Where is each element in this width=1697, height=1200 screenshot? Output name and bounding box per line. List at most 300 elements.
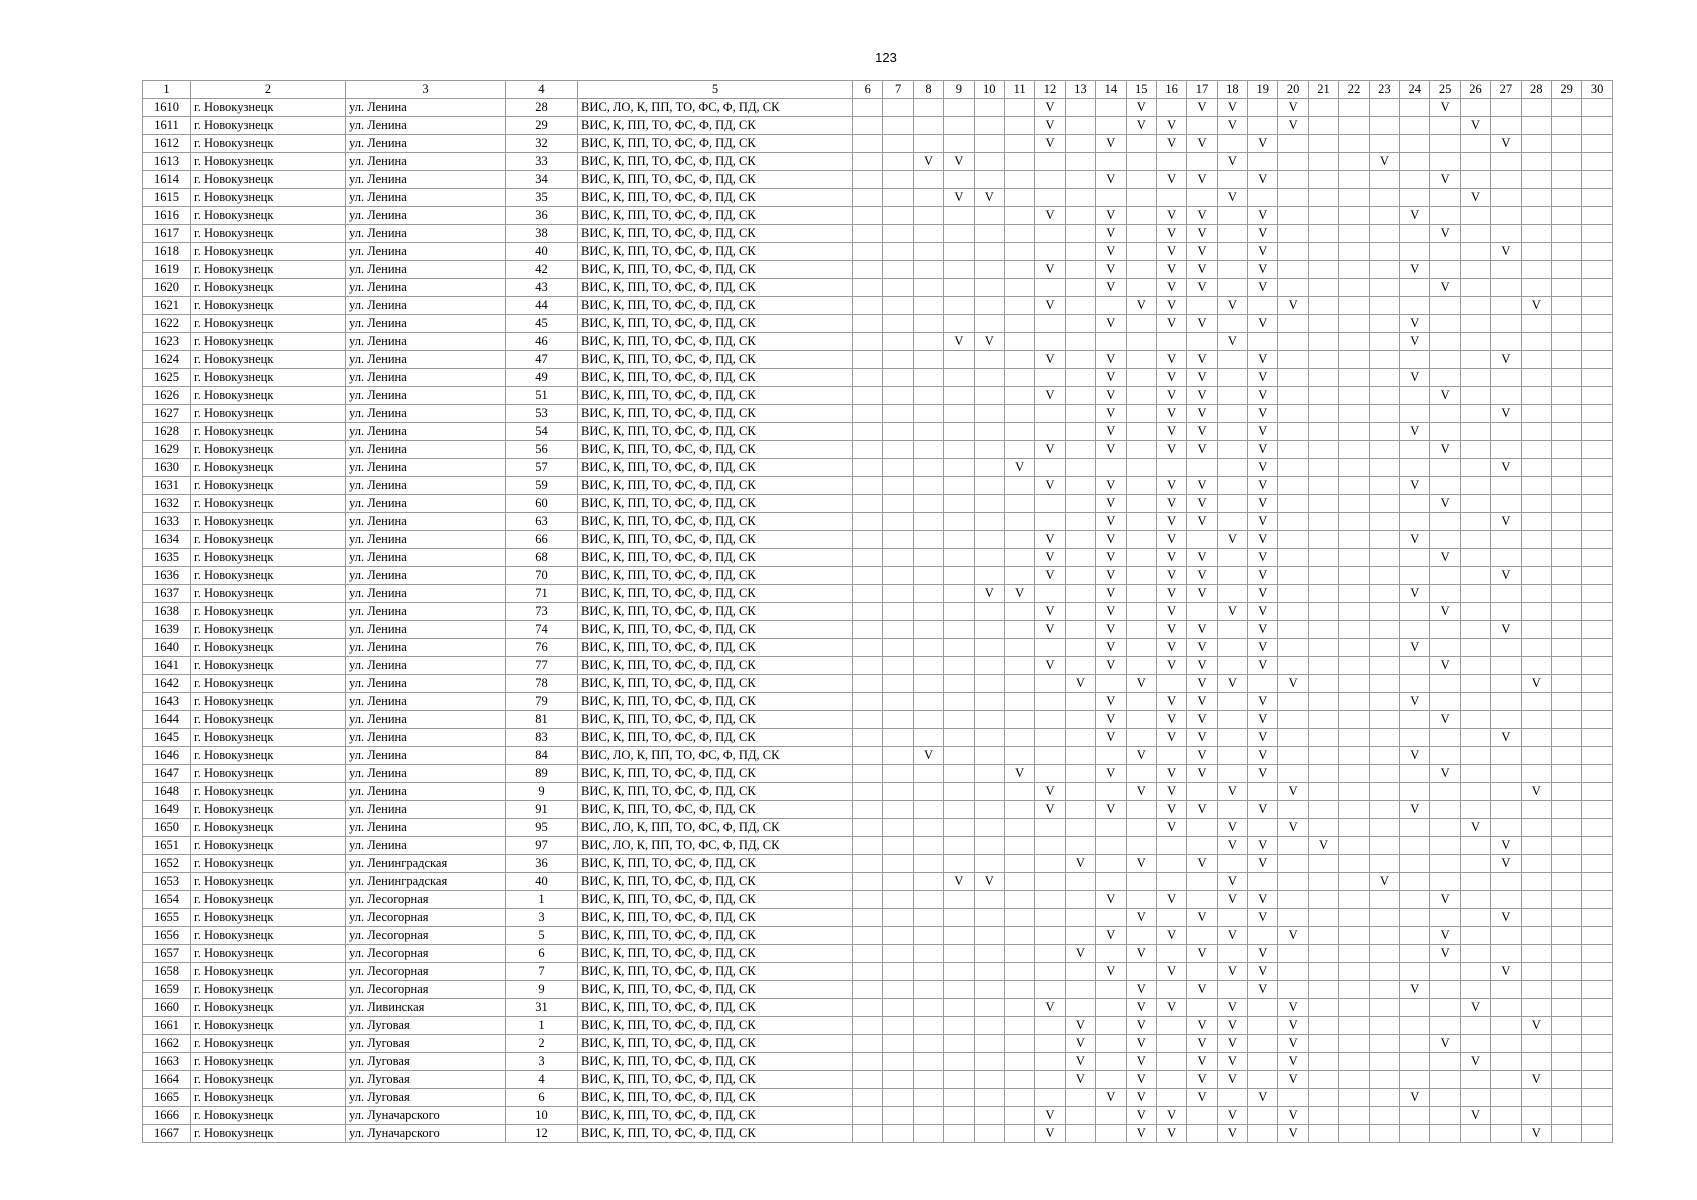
table-row (143, 999, 1613, 1017)
empty-cell-col-7 (883, 855, 913, 873)
empty-cell-col-23 (1369, 927, 1399, 945)
empty-cell-col-7 (883, 1089, 913, 1107)
empty-cell-col-24 (1400, 243, 1430, 261)
house-number-cell: 47 (506, 351, 578, 369)
empty-cell-col-20 (1278, 261, 1308, 279)
empty-cell-col-28 (1521, 567, 1551, 585)
check-mark-col-19: V (1248, 945, 1278, 963)
empty-cell-col-19 (1248, 117, 1278, 135)
empty-cell-col-7 (883, 657, 913, 675)
empty-cell-col-29 (1551, 675, 1581, 693)
empty-cell-col-25 (1430, 1107, 1460, 1125)
empty-cell-col-17 (1187, 189, 1217, 207)
empty-cell-col-7 (883, 189, 913, 207)
empty-cell-col-22 (1339, 765, 1369, 783)
empty-cell-col-23 (1369, 459, 1399, 477)
row-number: 1647 (143, 765, 191, 783)
check-mark-col-14: V (1096, 891, 1126, 909)
codes-cell: ВИС, К, ПП, ТО, ФС, Ф, ПД, СК (578, 873, 853, 891)
table-row (143, 513, 1613, 531)
check-mark-col-17: V (1187, 351, 1217, 369)
check-mark-col-27: V (1491, 243, 1521, 261)
empty-cell-col-17 (1187, 873, 1217, 891)
codes-cell: ВИС, К, ПП, ТО, ФС, Ф, ПД, СК (578, 1071, 853, 1089)
empty-cell-col-28 (1521, 873, 1551, 891)
street-cell: ул. Ленина (346, 351, 506, 369)
table-row (143, 567, 1613, 585)
empty-cell-col-9 (944, 441, 974, 459)
check-mark-col-27: V (1491, 855, 1521, 873)
empty-cell-col-14 (1096, 459, 1126, 477)
empty-cell-col-13 (1065, 783, 1095, 801)
empty-cell-col-11 (1004, 1125, 1034, 1143)
empty-cell-col-8 (913, 1089, 943, 1107)
empty-cell-col-30 (1582, 171, 1612, 189)
check-mark-col-17: V (1187, 477, 1217, 495)
house-number-cell: 32 (506, 135, 578, 153)
check-mark-col-16: V (1156, 243, 1186, 261)
empty-cell-col-27 (1491, 711, 1521, 729)
empty-cell-col-8 (913, 243, 943, 261)
city-cell: г. Новокузнецк (191, 711, 346, 729)
empty-cell-col-11 (1004, 1053, 1034, 1071)
empty-cell-col-8 (913, 855, 943, 873)
empty-cell-col-21 (1308, 927, 1338, 945)
empty-cell-col-14 (1096, 1071, 1126, 1089)
empty-cell-col-24 (1400, 819, 1430, 837)
table-row (143, 819, 1613, 837)
empty-cell-col-29 (1551, 369, 1581, 387)
empty-cell-col-9 (944, 603, 974, 621)
check-mark-col-18: V (1217, 873, 1247, 891)
check-mark-col-14: V (1096, 963, 1126, 981)
codes-cell: ВИС, К, ПП, ТО, ФС, Ф, ПД, СК (578, 549, 853, 567)
check-mark-col-19: V (1248, 225, 1278, 243)
empty-cell-col-26 (1460, 423, 1490, 441)
empty-cell-col-18 (1217, 621, 1247, 639)
empty-cell-col-17 (1187, 999, 1217, 1017)
empty-cell-col-21 (1308, 369, 1338, 387)
empty-cell-col-9 (944, 693, 974, 711)
empty-cell-col-27 (1491, 1071, 1521, 1089)
empty-cell-col-15 (1126, 963, 1156, 981)
codes-cell: ВИС, К, ПП, ТО, ФС, Ф, ПД, СК (578, 207, 853, 225)
empty-cell-col-26 (1460, 261, 1490, 279)
empty-cell-col-22 (1339, 1017, 1369, 1035)
empty-cell-col-29 (1551, 117, 1581, 135)
empty-cell-col-20 (1278, 981, 1308, 999)
check-mark-col-19: V (1248, 1089, 1278, 1107)
empty-cell-col-14 (1096, 837, 1126, 855)
check-mark-col-18: V (1217, 891, 1247, 909)
house-number-cell: 91 (506, 801, 578, 819)
check-mark-col-18: V (1217, 1125, 1247, 1143)
empty-cell-col-8 (913, 693, 943, 711)
check-mark-col-24: V (1400, 477, 1430, 495)
empty-cell-col-30 (1582, 603, 1612, 621)
empty-cell-col-27 (1491, 891, 1521, 909)
empty-cell-col-30 (1582, 855, 1612, 873)
codes-cell: ВИС, К, ПП, ТО, ФС, Ф, ПД, СК (578, 495, 853, 513)
check-mark-col-14: V (1096, 315, 1126, 333)
city-cell: г. Новокузнецк (191, 819, 346, 837)
check-mark-col-15: V (1126, 117, 1156, 135)
table-row (143, 243, 1613, 261)
check-mark-col-25: V (1430, 171, 1460, 189)
empty-cell-col-10 (974, 117, 1004, 135)
codes-cell: ВИС, К, ПП, ТО, ФС, Ф, ПД, СК (578, 243, 853, 261)
empty-cell-col-23 (1369, 297, 1399, 315)
empty-cell-col-22 (1339, 585, 1369, 603)
empty-cell-col-6 (853, 531, 883, 549)
check-mark-col-19: V (1248, 549, 1278, 567)
empty-cell-col-8 (913, 99, 943, 117)
row-number: 1654 (143, 891, 191, 909)
empty-cell-col-26 (1460, 747, 1490, 765)
empty-cell-col-16 (1156, 189, 1186, 207)
empty-cell-col-27 (1491, 315, 1521, 333)
empty-cell-col-6 (853, 765, 883, 783)
empty-cell-col-29 (1551, 333, 1581, 351)
empty-cell-col-24 (1400, 909, 1430, 927)
street-cell: ул. Ленина (346, 639, 506, 657)
empty-cell-col-22 (1339, 135, 1369, 153)
empty-cell-col-23 (1369, 639, 1399, 657)
empty-cell-col-9 (944, 387, 974, 405)
street-cell: ул. Ленина (346, 117, 506, 135)
row-number: 1665 (143, 1089, 191, 1107)
street-cell: ул. Лесогорная (346, 927, 506, 945)
check-mark-col-18: V (1217, 927, 1247, 945)
codes-cell: ВИС, К, ПП, ТО, ФС, Ф, ПД, СК (578, 1053, 853, 1071)
empty-cell-col-11 (1004, 207, 1034, 225)
empty-cell-col-26 (1460, 99, 1490, 117)
empty-cell-col-26 (1460, 153, 1490, 171)
check-mark-col-10: V (974, 585, 1004, 603)
column-header-20: 20 (1278, 81, 1308, 99)
city-cell: г. Новокузнецк (191, 801, 346, 819)
city-cell: г. Новокузнецк (191, 459, 346, 477)
check-mark-col-12: V (1035, 99, 1065, 117)
empty-cell-col-14 (1096, 945, 1126, 963)
empty-cell-col-21 (1308, 657, 1338, 675)
empty-cell-col-26 (1460, 315, 1490, 333)
codes-cell: ВИС, К, ПП, ТО, ФС, Ф, ПД, СК (578, 675, 853, 693)
empty-cell-col-15 (1126, 495, 1156, 513)
empty-cell-col-13 (1065, 225, 1095, 243)
empty-cell-col-19 (1248, 927, 1278, 945)
check-mark-col-27: V (1491, 621, 1521, 639)
check-mark-col-16: V (1156, 279, 1186, 297)
empty-cell-col-24 (1400, 405, 1430, 423)
empty-cell-col-18 (1217, 1089, 1247, 1107)
empty-cell-col-26 (1460, 1071, 1490, 1089)
row-number: 1633 (143, 513, 191, 531)
empty-cell-col-27 (1491, 819, 1521, 837)
house-number-cell: 4 (506, 1071, 578, 1089)
empty-cell-col-13 (1065, 99, 1095, 117)
check-mark-col-19: V (1248, 585, 1278, 603)
codes-cell: ВИС, К, ПП, ТО, ФС, Ф, ПД, СК (578, 297, 853, 315)
empty-cell-col-9 (944, 945, 974, 963)
row-number: 1631 (143, 477, 191, 495)
empty-cell-col-28 (1521, 261, 1551, 279)
empty-cell-col-9 (944, 531, 974, 549)
check-mark-col-18: V (1217, 189, 1247, 207)
check-mark-col-17: V (1187, 765, 1217, 783)
empty-cell-col-6 (853, 657, 883, 675)
check-mark-col-14: V (1096, 279, 1126, 297)
empty-cell-col-23 (1369, 729, 1399, 747)
check-mark-col-17: V (1187, 513, 1217, 531)
empty-cell-col-9 (944, 495, 974, 513)
empty-cell-col-28 (1521, 585, 1551, 603)
row-number: 1650 (143, 819, 191, 837)
empty-cell-col-20 (1278, 153, 1308, 171)
city-cell: г. Новокузнецк (191, 783, 346, 801)
empty-cell-col-25 (1430, 207, 1460, 225)
empty-cell-col-24 (1400, 783, 1430, 801)
empty-cell-col-14 (1096, 1125, 1126, 1143)
empty-cell-col-18 (1217, 315, 1247, 333)
empty-cell-col-24 (1400, 657, 1430, 675)
empty-cell-col-24 (1400, 171, 1430, 189)
empty-cell-col-9 (944, 423, 974, 441)
city-cell: г. Новокузнецк (191, 315, 346, 333)
empty-cell-col-13 (1065, 513, 1095, 531)
empty-cell-col-7 (883, 369, 913, 387)
empty-cell-col-26 (1460, 693, 1490, 711)
empty-cell-col-10 (974, 837, 1004, 855)
check-mark-col-17: V (1187, 585, 1217, 603)
city-cell: г. Новокузнецк (191, 405, 346, 423)
street-cell: ул. Луначарского (346, 1125, 506, 1143)
empty-cell-col-11 (1004, 819, 1034, 837)
table-row (143, 855, 1613, 873)
check-mark-col-19: V (1248, 495, 1278, 513)
empty-cell-col-10 (974, 621, 1004, 639)
codes-cell: ВИС, К, ПП, ТО, ФС, Ф, ПД, СК (578, 459, 853, 477)
empty-cell-col-7 (883, 837, 913, 855)
empty-cell-col-21 (1308, 117, 1338, 135)
check-mark-col-28: V (1521, 1071, 1551, 1089)
check-mark-col-17: V (1187, 675, 1217, 693)
empty-cell-col-26 (1460, 387, 1490, 405)
empty-cell-col-8 (913, 423, 943, 441)
check-mark-col-19: V (1248, 207, 1278, 225)
empty-cell-col-8 (913, 1071, 943, 1089)
empty-cell-col-26 (1460, 531, 1490, 549)
empty-cell-col-19 (1248, 1071, 1278, 1089)
empty-cell-col-19 (1248, 819, 1278, 837)
check-mark-col-20: V (1278, 675, 1308, 693)
check-mark-col-17: V (1187, 1089, 1217, 1107)
empty-cell-col-29 (1551, 819, 1581, 837)
empty-cell-col-21 (1308, 729, 1338, 747)
row-number: 1626 (143, 387, 191, 405)
check-mark-col-20: V (1278, 783, 1308, 801)
empty-cell-col-11 (1004, 405, 1034, 423)
empty-cell-col-27 (1491, 783, 1521, 801)
codes-cell: ВИС, К, ПП, ТО, ФС, Ф, ПД, СК (578, 621, 853, 639)
empty-cell-col-23 (1369, 621, 1399, 639)
empty-cell-col-15 (1126, 585, 1156, 603)
empty-cell-col-24 (1400, 387, 1430, 405)
empty-cell-col-22 (1339, 549, 1369, 567)
empty-cell-col-29 (1551, 1107, 1581, 1125)
empty-cell-col-24 (1400, 99, 1430, 117)
empty-cell-col-22 (1339, 783, 1369, 801)
empty-cell-col-16 (1156, 837, 1186, 855)
empty-cell-col-23 (1369, 1125, 1399, 1143)
check-mark-col-17: V (1187, 315, 1217, 333)
empty-cell-col-20 (1278, 387, 1308, 405)
empty-cell-col-19 (1248, 1107, 1278, 1125)
check-mark-col-24: V (1400, 423, 1430, 441)
empty-cell-col-25 (1430, 369, 1460, 387)
empty-cell-col-21 (1308, 207, 1338, 225)
empty-cell-col-22 (1339, 729, 1369, 747)
empty-cell-col-21 (1308, 153, 1338, 171)
check-mark-col-26: V (1460, 189, 1490, 207)
empty-cell-col-13 (1065, 495, 1095, 513)
check-mark-col-20: V (1278, 1017, 1308, 1035)
empty-cell-col-28 (1521, 477, 1551, 495)
check-mark-col-12: V (1035, 387, 1065, 405)
empty-cell-col-15 (1126, 657, 1156, 675)
codes-cell: ВИС, К, ПП, ТО, ФС, Ф, ПД, СК (578, 999, 853, 1017)
empty-cell-col-26 (1460, 1125, 1490, 1143)
check-mark-col-23: V (1369, 873, 1399, 891)
empty-cell-col-20 (1278, 891, 1308, 909)
check-mark-col-14: V (1096, 477, 1126, 495)
empty-cell-col-11 (1004, 711, 1034, 729)
empty-cell-col-13 (1065, 171, 1095, 189)
check-mark-col-19: V (1248, 909, 1278, 927)
empty-cell-col-28 (1521, 99, 1551, 117)
empty-cell-col-20 (1278, 621, 1308, 639)
empty-cell-col-20 (1278, 747, 1308, 765)
empty-cell-col-7 (883, 315, 913, 333)
empty-cell-col-14 (1096, 189, 1126, 207)
empty-cell-col-27 (1491, 927, 1521, 945)
empty-cell-col-28 (1521, 153, 1551, 171)
empty-cell-col-15 (1126, 873, 1156, 891)
row-number: 1645 (143, 729, 191, 747)
empty-cell-col-25 (1430, 1071, 1460, 1089)
empty-cell-col-26 (1460, 585, 1490, 603)
check-mark-col-14: V (1096, 261, 1126, 279)
empty-cell-col-24 (1400, 1035, 1430, 1053)
empty-cell-col-7 (883, 495, 913, 513)
empty-cell-col-21 (1308, 873, 1338, 891)
empty-cell-col-14 (1096, 117, 1126, 135)
empty-cell-col-29 (1551, 747, 1581, 765)
check-mark-col-17: V (1187, 243, 1217, 261)
check-mark-col-24: V (1400, 981, 1430, 999)
empty-cell-col-21 (1308, 261, 1338, 279)
empty-cell-col-24 (1400, 351, 1430, 369)
empty-cell-col-10 (974, 819, 1004, 837)
check-mark-col-12: V (1035, 657, 1065, 675)
check-mark-col-25: V (1430, 711, 1460, 729)
empty-cell-col-9 (944, 477, 974, 495)
empty-cell-col-18 (1217, 765, 1247, 783)
empty-cell-col-20 (1278, 729, 1308, 747)
codes-cell: ВИС, К, ПП, ТО, ФС, Ф, ПД, СК (578, 513, 853, 531)
empty-cell-col-7 (883, 927, 913, 945)
empty-cell-col-11 (1004, 549, 1034, 567)
table-row (143, 477, 1613, 495)
check-mark-col-14: V (1096, 441, 1126, 459)
empty-cell-col-29 (1551, 477, 1581, 495)
empty-cell-col-29 (1551, 207, 1581, 225)
street-cell: ул. Ленина (346, 333, 506, 351)
empty-cell-col-10 (974, 963, 1004, 981)
row-number: 1621 (143, 297, 191, 315)
table-row (143, 981, 1613, 999)
check-mark-col-8: V (913, 747, 943, 765)
empty-cell-col-16 (1156, 945, 1186, 963)
column-header-29: 29 (1551, 81, 1581, 99)
codes-cell: ВИС, К, ПП, ТО, ФС, Ф, ПД, СК (578, 711, 853, 729)
empty-cell-col-11 (1004, 99, 1034, 117)
empty-cell-col-13 (1065, 909, 1095, 927)
house-number-cell: 34 (506, 171, 578, 189)
empty-cell-col-8 (913, 909, 943, 927)
empty-cell-col-30 (1582, 369, 1612, 387)
empty-cell-col-16 (1156, 909, 1186, 927)
codes-cell: ВИС, К, ПП, ТО, ФС, Ф, ПД, СК (578, 333, 853, 351)
empty-cell-col-10 (974, 225, 1004, 243)
codes-cell: ВИС, К, ПП, ТО, ФС, Ф, ПД, СК (578, 801, 853, 819)
empty-cell-col-13 (1065, 477, 1095, 495)
city-cell: г. Новокузнецк (191, 441, 346, 459)
city-cell: г. Новокузнецк (191, 909, 346, 927)
house-number-cell: 33 (506, 153, 578, 171)
check-mark-col-17: V (1187, 549, 1217, 567)
check-mark-col-9: V (944, 153, 974, 171)
empty-cell-col-18 (1217, 459, 1247, 477)
empty-cell-col-25 (1430, 315, 1460, 333)
empty-cell-col-26 (1460, 567, 1490, 585)
empty-cell-col-8 (913, 675, 943, 693)
empty-cell-col-12 (1035, 765, 1065, 783)
street-cell: ул. Ленина (346, 459, 506, 477)
check-mark-col-16: V (1156, 225, 1186, 243)
empty-cell-col-13 (1065, 441, 1095, 459)
empty-cell-col-9 (944, 135, 974, 153)
column-header-6: 6 (853, 81, 883, 99)
empty-cell-col-25 (1430, 963, 1460, 981)
check-mark-col-15: V (1126, 1107, 1156, 1125)
empty-cell-col-30 (1582, 657, 1612, 675)
row-number: 1653 (143, 873, 191, 891)
house-number-cell: 1 (506, 891, 578, 909)
table-row (143, 297, 1613, 315)
codes-cell: ВИС, К, ПП, ТО, ФС, Ф, ПД, СК (578, 855, 853, 873)
column-header-27: 27 (1491, 81, 1521, 99)
check-mark-col-19: V (1248, 621, 1278, 639)
house-number-cell: 49 (506, 369, 578, 387)
codes-cell: ВИС, К, ПП, ТО, ФС, Ф, ПД, СК (578, 1089, 853, 1107)
empty-cell-col-25 (1430, 243, 1460, 261)
empty-cell-col-29 (1551, 225, 1581, 243)
empty-cell-col-25 (1430, 873, 1460, 891)
empty-cell-col-30 (1582, 783, 1612, 801)
table-row (143, 135, 1613, 153)
empty-cell-col-10 (974, 567, 1004, 585)
